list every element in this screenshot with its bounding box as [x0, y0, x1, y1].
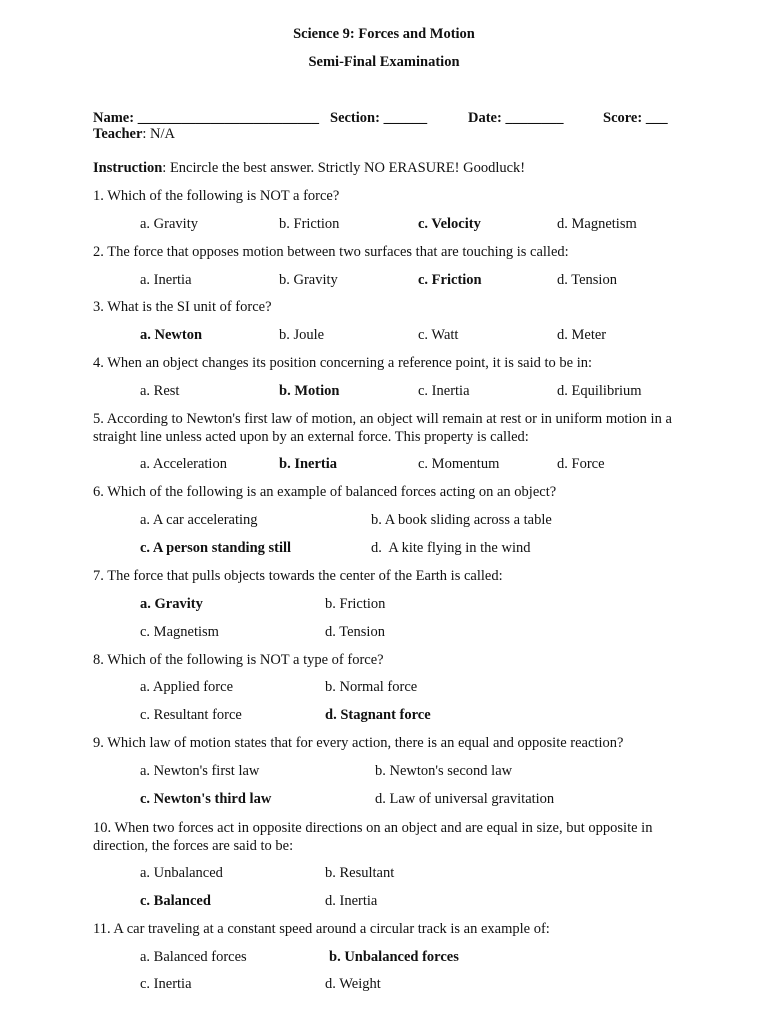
q8-choice-d[interactable]: d. Stagnant force: [325, 707, 431, 723]
q3-choice-a[interactable]: a. Newton: [140, 327, 203, 343]
q8-choice-c[interactable]: c. Resultant force: [140, 707, 242, 723]
q6-choice-a[interactable]: a. A car accelerating: [140, 512, 258, 528]
q10-choice-c[interactable]: c. Balanced: [140, 893, 211, 909]
question-6: 6. Which of the following is an example of balanced forces acting on an object?: [93, 484, 557, 500]
question-1: 1. Which of the following is NOT a force?: [93, 188, 340, 204]
question-8: 8. Which of the following is NOT a type of force?: [93, 652, 384, 668]
q9-choice-d[interactable]: d. Law of universal gravitation: [375, 791, 555, 807]
section-blank: ______: [383, 110, 428, 126]
exam-title: Science 9: Forces and Motion: [293, 26, 475, 42]
date-field: [468, 110, 563, 127]
q3-choice-d[interactable]: d. Meter: [557, 327, 607, 343]
q9-choice-b[interactable]: b. Newton's second law: [375, 763, 513, 779]
teacher-label: Teacher: [93, 126, 143, 142]
q2-choice-d[interactable]: d. Tension: [557, 272, 617, 288]
q5-choice-d[interactable]: d. Force: [557, 456, 605, 472]
q9-choice-a[interactable]: a. Newton's first law: [140, 763, 260, 779]
q2-choice-b[interactable]: b. Gravity: [279, 272, 338, 288]
teacher-value: : N/A: [142, 126, 176, 142]
q6-choice-c[interactable]: c. A person standing still: [140, 540, 292, 556]
q1-choice-a[interactable]: a. Gravity: [140, 216, 198, 232]
question-2: 2. The force that opposes motion between two surfaces that are touching is called:: [93, 244, 569, 260]
score-field: [603, 110, 668, 127]
q1-choice-b[interactable]: b. Friction: [279, 216, 340, 232]
question-5: 5. According to Newton's first law of motion, an object will remain at rest or in uniform motion in a straight line unless acted upon by an external force. This property is called:: [93, 411, 672, 445]
section-field: [330, 110, 427, 127]
q1-choice-c[interactable]: c. Velocity: [418, 216, 481, 232]
q7-choice-a[interactable]: a. Gravity: [140, 596, 203, 612]
q11-choice-d[interactable]: d. Weight: [325, 976, 381, 992]
q5-choice-b[interactable]: b. Inertia: [279, 456, 337, 472]
q5-choice-c[interactable]: c. Momentum: [418, 456, 500, 472]
question-4: 4. When an object changes its position concerning a reference point, it is said to be in:: [93, 355, 593, 371]
name-field: [93, 110, 319, 127]
question-9: 9. Which law of motion states that for every action, there is an equal and opposite reaction?: [93, 735, 624, 751]
score-label: Score:: [603, 110, 643, 126]
date-label: Date:: [468, 110, 502, 126]
q2-choice-a[interactable]: a. Inertia: [140, 272, 192, 288]
instruction-text: : Encircle the best answer. Strictly NO ERASURE! Goodluck!: [162, 160, 526, 176]
date-blank: ________: [505, 110, 564, 126]
question-11: 11. A car traveling at a constant speed around a circular track is an example of:: [93, 921, 550, 937]
q3-choice-b[interactable]: b. Joule: [279, 327, 325, 343]
q10-choice-b[interactable]: b. Resultant: [325, 865, 395, 881]
q1-choice-d[interactable]: d. Magnetism: [557, 216, 637, 232]
instruction-label: Instruction: [93, 160, 163, 176]
q8-choice-b[interactable]: b. Normal force: [325, 679, 418, 695]
q4-choice-d[interactable]: d. Equilibrium: [557, 383, 642, 399]
q4-choice-b[interactable]: b. Motion: [279, 383, 340, 399]
question-10: 10. When two forces act in opposite directions on an object and are equal in size, but opposite in direction, the forces are said to be:: [93, 820, 653, 854]
q7-choice-c[interactable]: c. Magnetism: [140, 624, 219, 640]
q8-choice-a[interactable]: a. Applied force: [140, 679, 234, 695]
q11-choice-b[interactable]: b. Unbalanced forces: [329, 949, 459, 965]
q7-choice-d[interactable]: d. Tension: [325, 624, 385, 640]
q5-choice-a[interactable]: a. Acceleration: [140, 456, 227, 472]
q7-choice-b[interactable]: b. Friction: [325, 596, 386, 612]
q2-choice-c[interactable]: c. Friction: [418, 272, 482, 288]
question-7: 7. The force that pulls objects towards the center of the Earth is called:: [93, 568, 503, 584]
q10-choice-a[interactable]: a. Unbalanced: [140, 865, 223, 881]
name-blank: _________________________: [137, 110, 319, 126]
instruction: [93, 160, 525, 177]
q10-choice-d[interactable]: d. Inertia: [325, 893, 378, 909]
q11-choice-c[interactable]: c. Inertia: [140, 976, 192, 992]
q3-choice-c[interactable]: c. Watt: [418, 327, 459, 343]
section-label: Section:: [330, 110, 380, 126]
q4-choice-a[interactable]: a. Rest: [140, 383, 180, 399]
q9-choice-c[interactable]: c. Newton's third law: [140, 791, 272, 807]
q4-choice-c[interactable]: c. Inertia: [418, 383, 470, 399]
q11-choice-a[interactable]: a. Balanced forces: [140, 949, 247, 965]
q6-choice-b[interactable]: b. A book sliding across a table: [371, 512, 552, 528]
teacher-field: [93, 126, 175, 143]
q6-choice-d[interactable]: d. A kite flying in the wind: [371, 540, 531, 556]
score-blank: ___: [645, 110, 668, 126]
question-3: 3. What is the SI unit of force?: [93, 299, 272, 315]
exam-subtitle: Semi-Final Examination: [308, 54, 460, 70]
name-label: Name:: [93, 110, 135, 126]
